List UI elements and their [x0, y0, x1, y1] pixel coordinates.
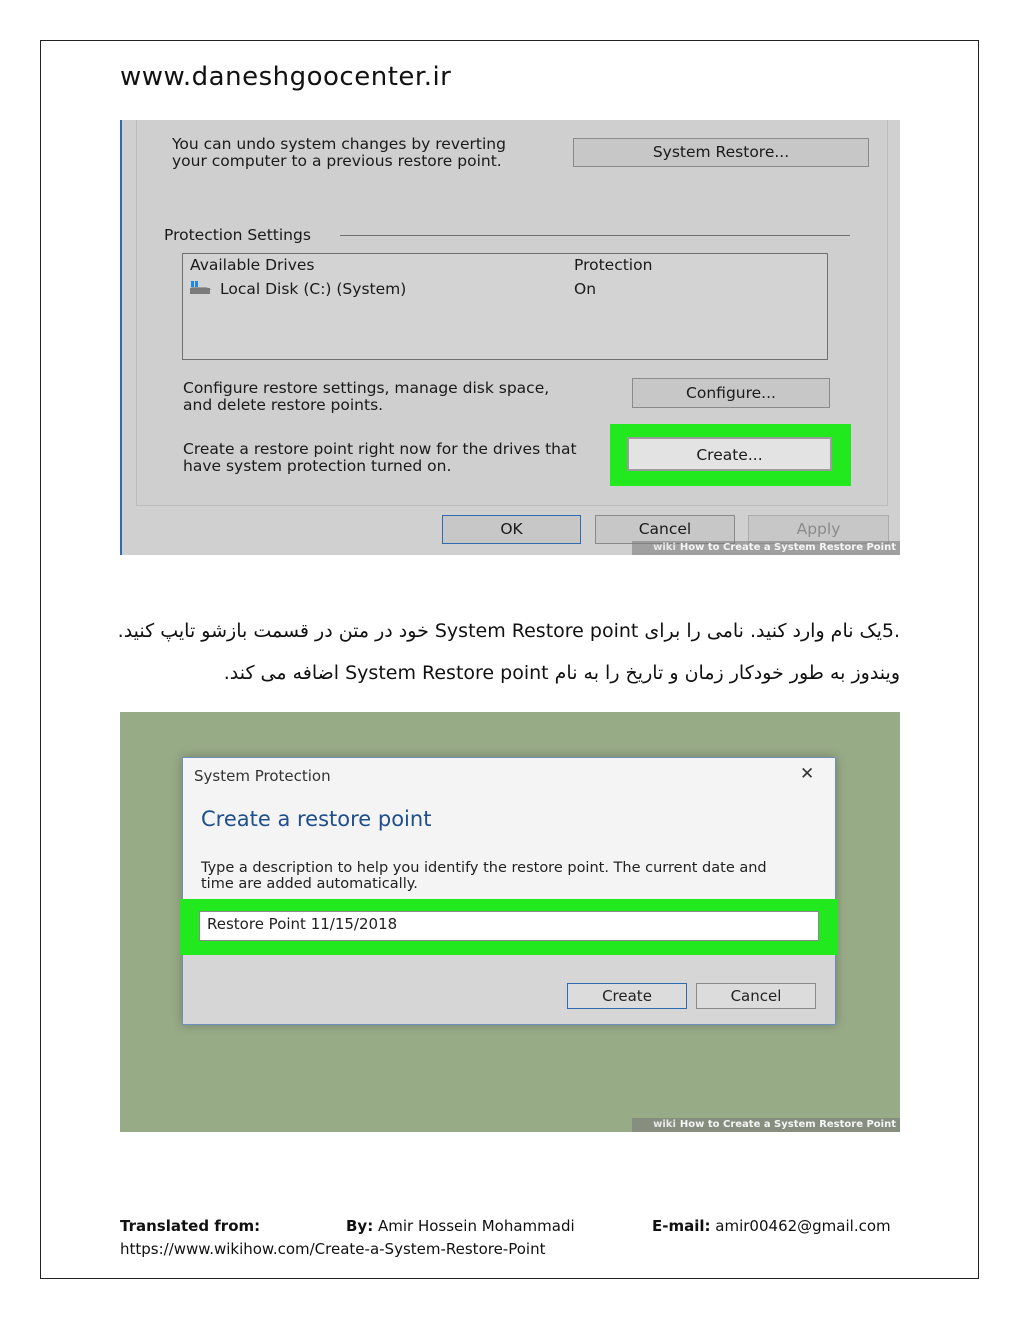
watermark-text: How to Create a System Restore Point: [679, 1119, 896, 1130]
description-line2: time are added automatically.: [201, 876, 418, 892]
translated-from-label: Translated from:: [120, 1217, 261, 1235]
instruction-line-1: .5یک نام وارد کنید. نامی را برای System Restore point خود در متن در قسمت بازشو تایپ کنید.: [117, 620, 900, 642]
description-line1: Type a description to help you identify the restore point. The current date and: [201, 860, 767, 876]
configure-text-line2: and delete restore points.: [183, 396, 384, 414]
undo-text-line2: your computer to a previous restore point.: [172, 152, 502, 170]
instruction-line-2: ویندوز به طور خودکار زمان و تاریخ را به نام System Restore point اضافه می کند.: [223, 662, 900, 684]
by-label: By:: [346, 1217, 374, 1235]
site-url[interactable]: www.daneshgoocenter.ir: [120, 62, 452, 92]
source-url[interactable]: https://www.wikihow.com/Create-a-System-Restore-Point: [120, 1240, 546, 1258]
cancel-button[interactable]: Cancel: [595, 515, 735, 544]
drive-protection-status: On: [574, 280, 597, 298]
description-input-value: Restore Point 11/15/2018: [207, 915, 398, 933]
wikihow-watermark: [632, 1118, 900, 1132]
column-header-protection[interactable]: Protection: [574, 256, 653, 274]
wikihow-watermark: [632, 541, 900, 555]
create-text-line2: have system protection turned on.: [183, 457, 452, 475]
email-address[interactable]: amir00462@gmail.com: [715, 1217, 891, 1235]
create-button[interactable]: Create...: [627, 437, 832, 471]
hard-drive-icon: [188, 280, 214, 296]
configure-text-line1: Configure restore settings, manage disk space,: [183, 379, 550, 397]
apply-button[interactable]: Apply: [748, 515, 889, 544]
create-button[interactable]: Create: [567, 983, 687, 1009]
dialog-title: System Protection: [194, 767, 331, 785]
author-name: Amir Hossein Mohammadi: [378, 1217, 575, 1235]
watermark-text: How to Create a System Restore Point: [679, 542, 896, 553]
system-protection-dialog: [182, 757, 836, 1025]
email-label: E-mail:: [652, 1217, 711, 1235]
protection-settings-label: Protection Settings: [164, 226, 311, 244]
email-credit: [652, 1217, 891, 1235]
ok-button[interactable]: OK: [442, 515, 581, 544]
configure-button[interactable]: Configure...: [632, 378, 830, 408]
wiki-logo-text: wiki: [653, 1119, 676, 1130]
dialog-heading: Create a restore point: [201, 807, 432, 831]
create-text-line1: Create a restore point right now for the drives that: [183, 440, 577, 458]
close-icon[interactable]: ✕: [800, 764, 815, 784]
undo-text-line1: You can undo system changes by reverting: [172, 135, 506, 153]
column-header-drives[interactable]: Available Drives: [190, 256, 315, 274]
section-divider: [340, 235, 850, 236]
wiki-logo-text: wiki: [653, 542, 676, 553]
cancel-button[interactable]: Cancel: [696, 983, 816, 1009]
drive-name[interactable]: Local Disk (C:) (System): [220, 280, 407, 298]
description-input[interactable]: [199, 911, 819, 941]
screenshot-system-properties: [120, 120, 900, 555]
author-credit: [346, 1217, 575, 1235]
system-restore-button[interactable]: System Restore...: [573, 138, 869, 167]
screenshot-create-restore-point: [120, 712, 900, 1132]
